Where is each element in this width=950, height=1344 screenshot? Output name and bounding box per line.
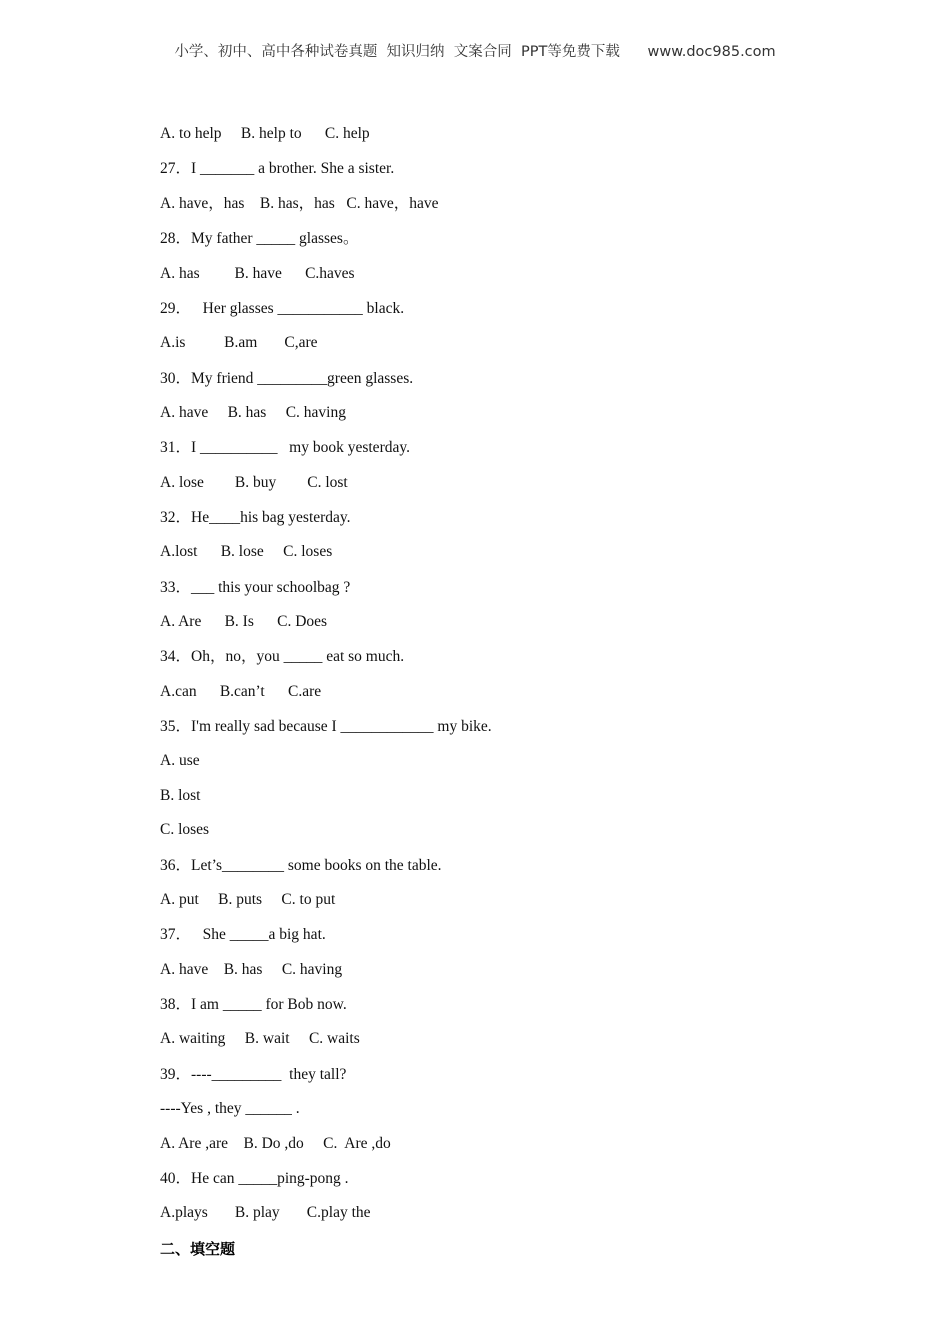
question-line: A. lose B. buy C. lost bbox=[160, 474, 348, 491]
question-line: A.is B.am C,are bbox=[160, 334, 318, 351]
page-header: 小学、初中、高中各种试卷真题 知识归纳 文案合同 PPT等免费下载 www.doc985.com bbox=[174, 44, 776, 60]
question-line: A. put B. puts C. to put bbox=[160, 891, 336, 908]
question-line: 30．My friend _________green glasses. bbox=[160, 370, 414, 387]
question-line: 34．Oh，no，you _____ eat so much. bbox=[160, 648, 405, 665]
question-line: ----Yes , they ______ . bbox=[160, 1100, 300, 1117]
question-line: 35．I'm really sad because I ____________ my bike. bbox=[160, 718, 492, 735]
question-line: 27．I _______ a brother. She a sister. bbox=[160, 160, 395, 177]
question-line: 29． Her glasses ___________ black. bbox=[160, 300, 405, 317]
question-line: 39．----_________ they tall? bbox=[160, 1066, 347, 1083]
question-line: A. Are ,are B. Do ,do C. Are ,do bbox=[160, 1135, 391, 1152]
question-line: B. lost bbox=[160, 787, 201, 804]
question-line: A. have B. has C. having bbox=[160, 404, 346, 421]
question-line: 37． She _____a big hat. bbox=[160, 926, 326, 943]
question-line: A. waiting B. wait C. waits bbox=[160, 1030, 360, 1047]
question-line: A. have B. has C. having bbox=[160, 961, 343, 978]
question-line: 32．He____his bag yesterday. bbox=[160, 509, 351, 526]
question-line: A.can B.can’t C.are bbox=[160, 683, 322, 700]
question-line: 38．I am _____ for Bob now. bbox=[160, 996, 347, 1013]
question-line: A.lost B. lose C. loses bbox=[160, 543, 333, 560]
question-line: A. to help B. help to C. help bbox=[160, 125, 370, 142]
question-line: 33．___ this your schoolbag ? bbox=[160, 579, 351, 596]
question-line: A. has B. have C.haves bbox=[160, 265, 355, 282]
question-line: C. loses bbox=[160, 821, 210, 838]
section-title: 二、填空题 bbox=[160, 1240, 236, 1258]
question-line: 36．Let’s________ some books on the table. bbox=[160, 857, 442, 874]
question-line: 28．My father _____ glasses。 bbox=[160, 230, 359, 247]
question-line: A.plays B. play C.play the bbox=[160, 1204, 371, 1221]
question-line: A. Are B. Is C. Does bbox=[160, 613, 328, 630]
question-line: A. have，has B. has，has C. have，have bbox=[160, 195, 439, 212]
question-line: A. use bbox=[160, 752, 200, 769]
question-line: 31．I __________ my book yesterday. bbox=[160, 439, 410, 456]
question-line: 40．He can _____ping-pong . bbox=[160, 1170, 349, 1187]
